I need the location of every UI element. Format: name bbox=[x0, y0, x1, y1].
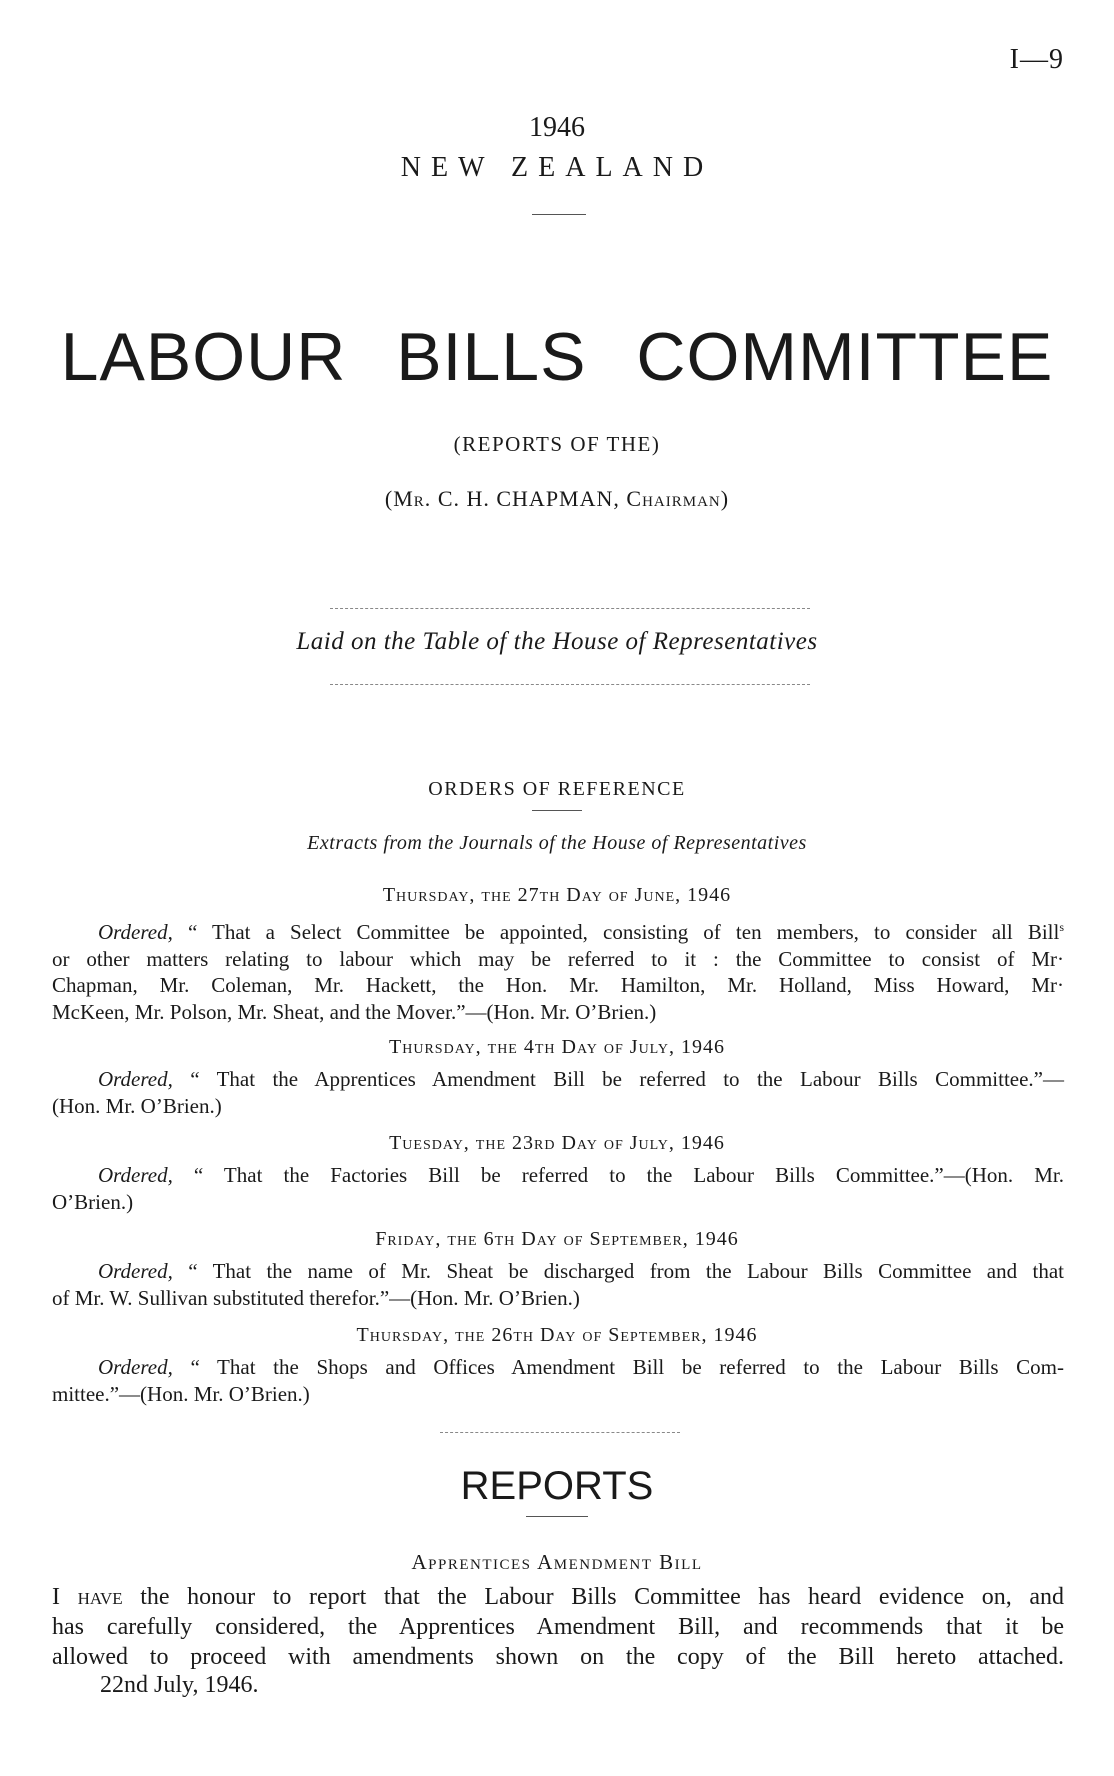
ordered-label: Ordered, bbox=[98, 1259, 173, 1283]
orders-rule bbox=[532, 810, 582, 811]
orders-of-reference-heading: ORDERS OF REFERENCE bbox=[428, 778, 686, 800]
order-line bbox=[52, 1354, 1064, 1381]
chairman-close-paren: ) bbox=[720, 486, 730, 511]
ordered-label: Ordered, bbox=[98, 920, 173, 944]
order-entry bbox=[52, 1162, 1064, 1215]
chairman-role: Chairman bbox=[626, 486, 721, 511]
order-line: of Mr. W. Sullivan substituted therefor.”—(Hon. Mr. O’Brien.) bbox=[52, 1285, 580, 1310]
order-entry bbox=[52, 1066, 1064, 1119]
committee-title: LABOUR BILLS COMMITTEE bbox=[60, 319, 1054, 395]
chairman-line bbox=[0, 486, 1114, 512]
extracts-line: Extracts from the Journals of the House of Representatives bbox=[307, 832, 807, 854]
chairman-name: C. H. CHAPMAN, bbox=[431, 486, 627, 511]
order-date: Thursday, the 27th Day of June, 1946 bbox=[382, 884, 732, 906]
order-line bbox=[52, 1066, 1064, 1093]
order-line bbox=[52, 1258, 1064, 1285]
order-text: “ That the Apprentices Amendment Bill be referred to the Labour Bills Committee.”— bbox=[190, 1067, 1065, 1091]
order-entry bbox=[52, 1354, 1064, 1407]
order-line: or other matters relating to labour which may be referred to it : the Committee to consist of Mr· bbox=[52, 946, 1064, 971]
report-line: has carefully considered, the Apprentices Amendment Bill, and recommends that it be bbox=[52, 1614, 1064, 1640]
report-line bbox=[52, 1582, 1064, 1612]
order-text: “ That the Factories Bill be referred to the Labour Bills Committee.”—(Hon. Mr. bbox=[193, 1163, 1064, 1187]
order-superscript: s bbox=[1059, 920, 1065, 934]
country-heading: NEW ZEALAND bbox=[400, 152, 714, 183]
report-text: the honour to report that the Labour Bills Committee has heard evidence on, and bbox=[122, 1584, 1064, 1610]
order-text: “ That the name of Mr. Sheat be discharged from the Labour Bills Committee and that bbox=[188, 1259, 1065, 1283]
bill-heading: Apprentices Amendment Bill bbox=[411, 1550, 703, 1574]
reports-heading: REPORTS bbox=[460, 1464, 654, 1508]
order-line: Chapman, Mr. Coleman, Mr. Hackett, the Hon. Mr. Hamilton, Mr. Holland, Miss Howard, Mr· bbox=[52, 973, 1064, 997]
reports-rule bbox=[526, 1516, 588, 1517]
ordered-label: Ordered, bbox=[98, 1067, 173, 1091]
section-dashed-rule bbox=[440, 1432, 680, 1433]
order-line: McKeen, Mr. Polson, Mr. Sheat, and the Mover.”—(Hon. Mr. O’Brien.) bbox=[52, 999, 657, 1024]
chairman-honorific: Mr. bbox=[393, 486, 432, 511]
order-text: “ That the Shops and Offices Amendment Bill be referred to the Labour Bills Com- bbox=[190, 1355, 1065, 1379]
ordered-label: Ordered, bbox=[98, 1355, 173, 1379]
order-line bbox=[52, 914, 1064, 946]
order-entry bbox=[52, 1258, 1064, 1311]
order-date: Friday, the 6th Day of September, 1946 bbox=[375, 1228, 739, 1250]
chairman-open-paren: ( bbox=[384, 486, 394, 511]
report-date: 22nd July, 1946. bbox=[100, 1672, 259, 1698]
order-line bbox=[52, 1162, 1064, 1189]
bottom-dashed-rule bbox=[330, 684, 810, 685]
order-line: O’Brien.) bbox=[52, 1189, 134, 1214]
laid-on-table-line: Laid on the Table of the House of Representatives bbox=[296, 628, 818, 655]
order-text: “ That a Select Committee be appointed, consisting of ten members, to consider all Bill bbox=[187, 920, 1060, 944]
ordered-label: Ordered, bbox=[98, 1163, 173, 1187]
order-entry bbox=[52, 914, 1064, 1025]
report-line: allowed to proceed with amendments shown on the copy of the Bill hereto attached. bbox=[52, 1644, 1064, 1670]
order-line: mittee.”—(Hon. Mr. O’Brien.) bbox=[52, 1381, 310, 1406]
order-date: Tuesday, the 23rd Day of July, 1946 bbox=[389, 1132, 725, 1154]
report-lead-in: I have bbox=[52, 1584, 123, 1610]
page-identifier: I—9 bbox=[1009, 44, 1064, 75]
order-line: (Hon. Mr. O’Brien.) bbox=[52, 1093, 222, 1118]
order-date: Thursday, the 26th Day of September, 1946 bbox=[356, 1324, 758, 1346]
top-dashed-rule bbox=[330, 608, 810, 609]
report-body bbox=[52, 1582, 1064, 1672]
order-date: Thursday, the 4th Day of July, 1946 bbox=[389, 1036, 725, 1058]
header-rule bbox=[532, 214, 586, 215]
report-subtitle: (REPORTS OF THE) bbox=[453, 432, 661, 456]
report-year: 1946 bbox=[529, 112, 585, 143]
